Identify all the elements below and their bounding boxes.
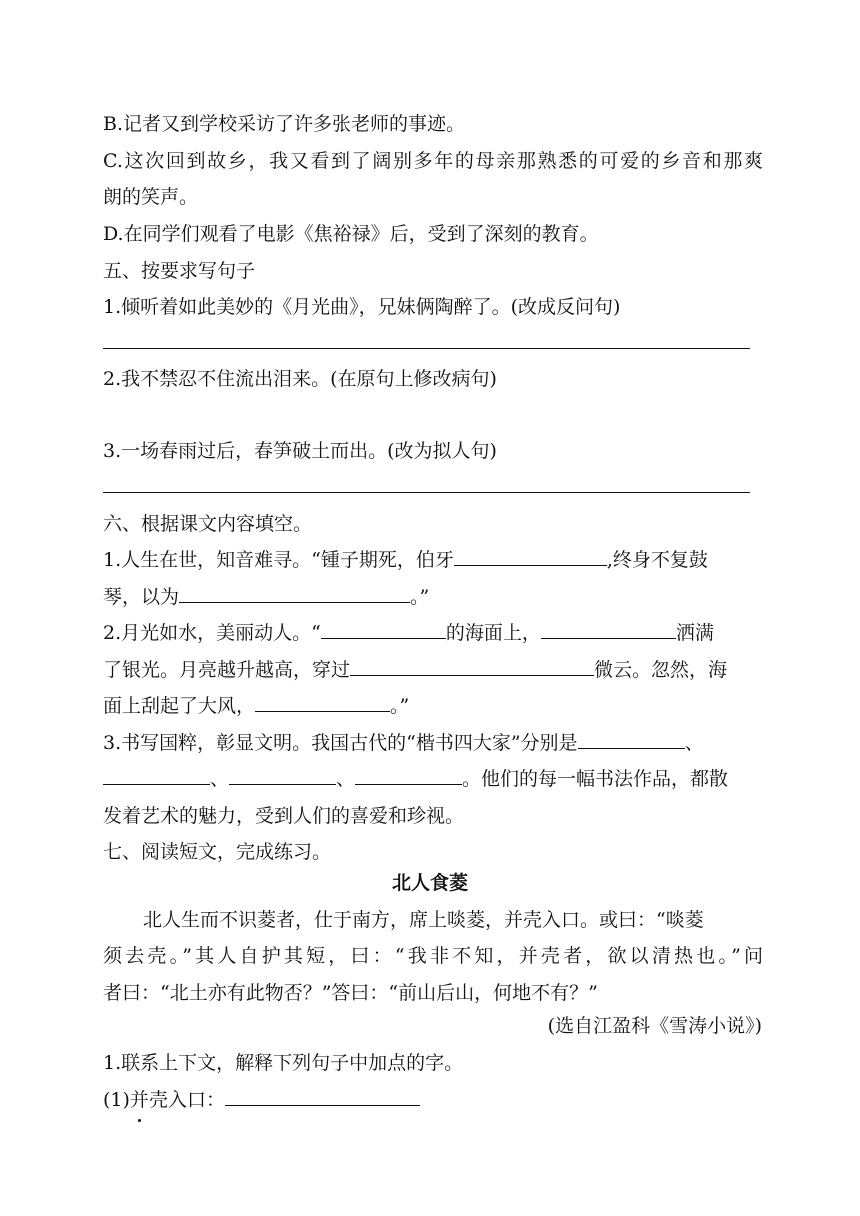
- section5-q1: 1.倾听着如此美妙的《月光曲》，兄妹俩陶醉了。(改成反问句): [103, 296, 621, 318]
- section7-q1: 1.联系上下文，解释下列句子中加点的字。: [103, 1052, 464, 1074]
- fill-blank[interactable]: [321, 620, 446, 639]
- fill-blank[interactable]: [225, 1087, 420, 1106]
- text-segment: 1.人生在世，知音难寻。“锺子期死，伯牙: [103, 549, 454, 571]
- passage-line2: 须去壳。”其人自护其短，曰：“我非不知，并壳者，欲以清热也。”问: [103, 945, 763, 967]
- fill-blank[interactable]: [541, 620, 676, 639]
- option-c-line2: 朗的笑声。: [103, 186, 199, 208]
- section6-q1-line1: [103, 547, 763, 573]
- fill-blank[interactable]: [255, 693, 390, 712]
- dotted-character: 并: [129, 1089, 149, 1111]
- section6-q3-line2: [103, 766, 763, 792]
- section5-q3: 3.一场春雨过后，春笋破土而出。(改为拟人句): [103, 440, 497, 462]
- answer-line[interactable]: [103, 348, 750, 349]
- section6-q3-line1: [103, 730, 763, 756]
- option-d: D.在同学们观看了电影《焦裕禄》后，受到了深刻的教育。: [103, 223, 599, 245]
- text-segment: 、: [336, 768, 356, 790]
- section6-q1-line2: [103, 584, 763, 610]
- text-segment: 琴，以为: [103, 586, 180, 608]
- fill-blank[interactable]: [578, 730, 685, 749]
- fill-blank[interactable]: [229, 766, 336, 785]
- text-segment: 面上刮起了大风，: [103, 695, 256, 717]
- fill-blank[interactable]: [179, 584, 410, 603]
- section5-q2: 2.我不禁忍不住流出泪来。(在原句上修改病句): [103, 368, 497, 390]
- section6-heading: 六、根据课文内容填空。: [103, 513, 313, 535]
- passage-title: 北人食菱: [391, 872, 468, 894]
- text-segment: 。他们的每一幅书法作品，都散: [462, 768, 729, 790]
- text-segment: 2.月光如水，美丽动人。“: [103, 622, 321, 644]
- passage-line3: 者曰：“北土亦有此物否？”答曰：“前山后山，何地不有？”: [103, 982, 598, 1004]
- fill-blank[interactable]: [355, 766, 462, 785]
- text-segment: 、: [210, 768, 230, 790]
- text-segment: 微云。忽然，海: [594, 659, 728, 681]
- passage-source: (选自江盈科《雪涛小说》): [547, 1015, 762, 1037]
- fill-blank[interactable]: [350, 657, 594, 676]
- passage-line1: 北人生而不识菱者，仕于南方，席上啖菱，并壳入口。或曰：“啖菱: [143, 909, 704, 931]
- section6-q2-line1: [103, 620, 763, 646]
- fill-blank[interactable]: [454, 547, 607, 566]
- text-segment: 。”: [390, 695, 410, 717]
- text-segment: 、: [684, 732, 704, 754]
- text-segment: 。”: [410, 586, 430, 608]
- section6-q3-line3: 发着艺术的魅力，受到人们的喜爱和珍视。: [103, 805, 465, 827]
- answer-line[interactable]: [103, 492, 750, 493]
- section5-heading: 五、按要求写句子: [103, 260, 256, 282]
- text-segment: 壳入口：: [148, 1089, 225, 1111]
- text-segment: 3.书写国粹，彰显文明。我国古代的“楷书四大家”分别是: [103, 732, 578, 754]
- text-segment: 洒满: [675, 622, 714, 644]
- fill-blank[interactable]: [103, 766, 210, 785]
- text-segment: 的海面上，: [445, 622, 541, 644]
- text-segment: (1): [103, 1089, 130, 1111]
- text-segment: ,终身不复鼓: [606, 549, 708, 571]
- section7-heading: 七、阅读短文，完成练习。: [103, 841, 332, 863]
- text-segment: 了银光。月亮越升越高，穿过: [103, 659, 351, 681]
- option-b: B.记者又到学校采访了许多张老师的事迹。: [103, 113, 466, 135]
- section6-q2-line3: [103, 693, 763, 719]
- option-c-line1: C.这次回到故乡，我又看到了阔别多年的母亲那熟悉的可爱的乡音和那爽: [103, 150, 763, 172]
- section6-q2-line2: [103, 657, 763, 683]
- section7-q1-1: [103, 1087, 763, 1113]
